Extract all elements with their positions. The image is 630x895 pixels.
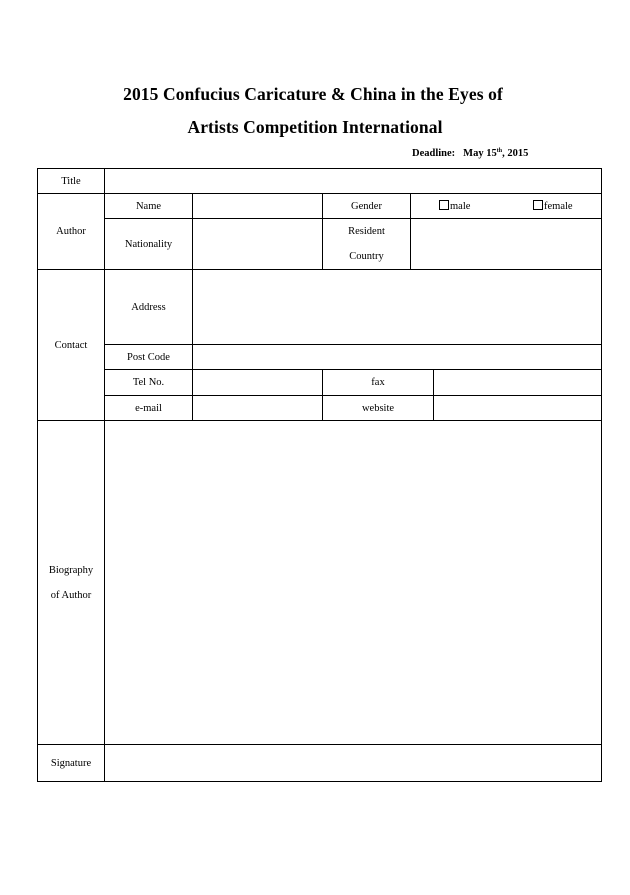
fax-label-cell: fax [322,369,434,396]
postcode-input[interactable] [192,344,602,370]
nationality-label-cell: Nationality [104,218,193,270]
contact-label-cell: Contact [37,269,105,421]
female-checkbox[interactable] [533,200,543,210]
title-input[interactable] [104,168,602,194]
tel-label-cell: Tel No. [104,369,193,396]
email-label-cell: e-mail [104,395,193,421]
nationality-input[interactable] [192,218,323,270]
name-label-cell: Name [104,193,193,219]
signature-label-cell: Signature [37,744,105,782]
gender-label-cell: Gender [322,193,411,219]
postcode-label-cell: Post Code [104,344,193,370]
resident-country-input[interactable] [410,218,602,270]
form-title-line-1: 2015 Confucius Caricature & China in the Eyes of [123,84,503,104]
name-input[interactable] [192,193,323,219]
deadline-label: Deadline: [412,148,456,159]
address-label-cell: Address [104,269,193,345]
biography-label-cell: Biography of Author [37,420,105,745]
website-input[interactable] [433,395,602,421]
website-label-cell: website [322,395,434,421]
title-label-cell: Title [37,168,105,194]
form-title-line-2: Artists Competition International [187,117,443,137]
gender-option-male[interactable]: male [439,200,470,212]
deadline-date: May 15th, 2015 [463,148,529,159]
email-input[interactable] [192,395,323,421]
male-checkbox[interactable] [439,200,449,210]
resident-country-label-cell: Resident Country [322,218,411,270]
address-input[interactable] [192,269,602,345]
signature-input[interactable] [104,744,602,782]
biography-input[interactable] [104,420,602,745]
author-label-cell: Author [37,193,105,270]
fax-input[interactable] [433,369,602,396]
deadline [412,148,528,159]
gender-option-female[interactable]: female [533,200,573,212]
tel-input[interactable] [192,369,323,396]
